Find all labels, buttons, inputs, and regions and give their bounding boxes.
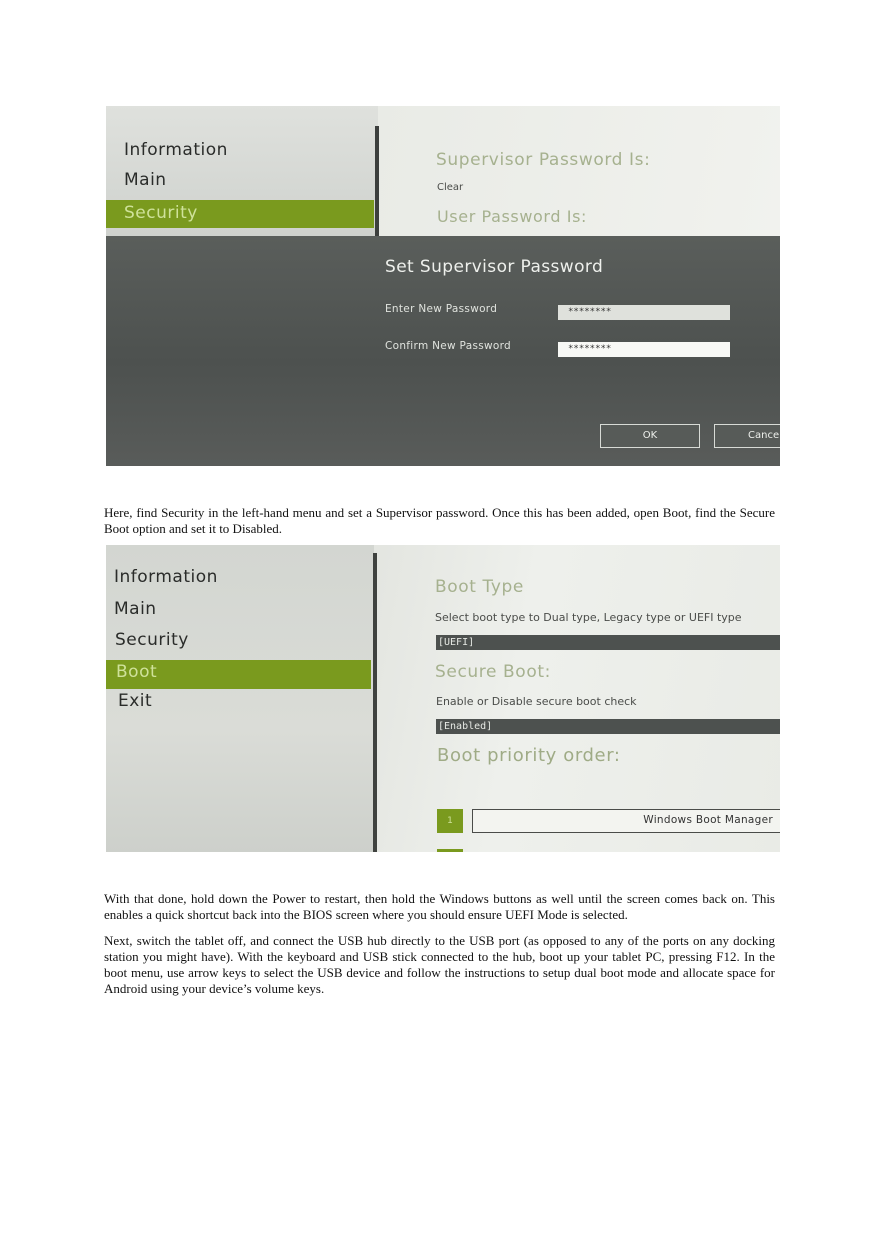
boot-type-description: Select boot type to Dual type, Legacy type or UEFI type [435,611,742,624]
instruction-paragraph-1: Here, find Security in the left-hand menu and set a Supervisor password. Once this has been added, open Boot, find the Secure Boot option and set it to Disabled. [104,505,775,536]
cancel-button[interactable]: Cance [714,424,780,448]
boot-priority-title: Boot priority order: [437,745,621,766]
pane-divider [375,126,379,238]
menu-item-security[interactable] [106,200,374,228]
enter-password-input[interactable]: ******** [558,305,730,320]
boot-priority-number: 1 [437,809,463,833]
menu-item-information[interactable]: Information [114,567,218,587]
dialog-title: Set Supervisor Password [385,257,604,277]
secure-boot-select[interactable]: [Enabled] [436,719,780,734]
user-password-label: User Password Is: [437,207,588,226]
menu-item-exit[interactable]: Exit [118,691,153,711]
menu-item-information[interactable]: Information [124,140,228,160]
menu-item-main[interactable]: Main [114,599,157,619]
bios-security-photo [106,106,780,466]
menu-item-security-label: Security [124,203,198,223]
confirm-password-input[interactable]: ******** [558,342,730,357]
menu-item-boot[interactable] [106,660,371,689]
boot-priority-item[interactable] [472,809,780,833]
menu-item-main[interactable]: Main [124,170,167,190]
secure-boot-title: Secure Boot: [435,662,551,682]
supervisor-password-status: Clear [437,182,464,193]
secure-boot-description: Enable or Disable secure boot check [436,695,637,708]
boot-priority-item-name: Windows Boot Manager [643,814,773,826]
supervisor-password-label: Supervisor Password Is: [436,150,651,170]
boot-type-title: Boot Type [435,577,524,597]
boot-type-select[interactable]: [UEFI] [436,635,780,650]
ok-button[interactable]: OK [600,424,700,448]
instruction-paragraph-2: With that done, hold down the Power to restart, then hold the Windows buttons as well until the screen comes back on. This enables a quick shortcut back into the BIOS screen where you should ensure UEFI Mode is selected. [104,891,775,922]
menu-item-security[interactable]: Security [115,630,189,650]
bios-boot-photo [106,545,780,852]
enter-password-label: Enter New Password [385,303,498,315]
menu-item-boot-label: Boot [116,662,158,682]
confirm-password-label: Confirm New Password [385,340,512,352]
instruction-paragraph-3: Next, switch the tablet off, and connect the USB hub directly to the USB port (as opposed to any of the ports on any docking station you might have). With the keyboard and USB stick connected to the hub, boot up your tablet PC, pressing F12. In the boot menu, use arrow keys to select the USB device and follow the instructions to setup dual boot mode and allocate space for Android using your device’s volume keys. [104,933,775,996]
pane-divider [373,553,377,852]
boot-priority-next-marker [437,849,463,852]
